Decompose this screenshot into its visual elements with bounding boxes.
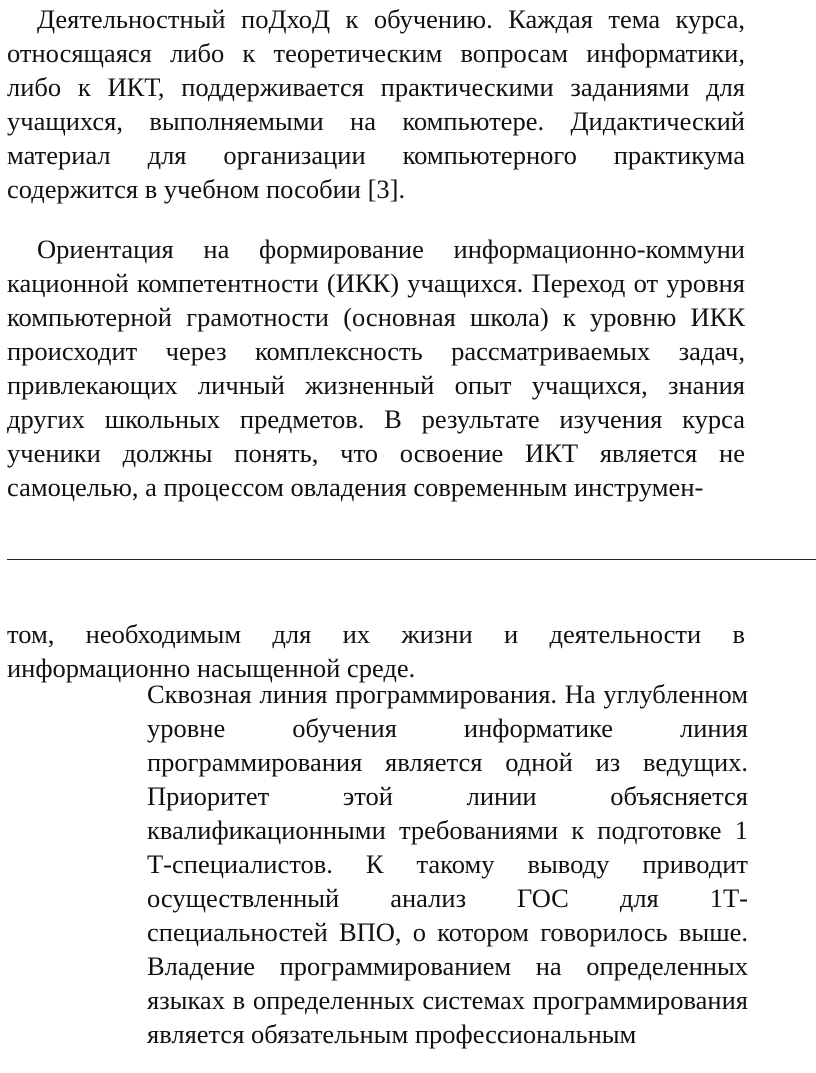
page-break-divider bbox=[7, 559, 816, 560]
paragraph-programming-line: Сквозная линия программирования. На углубленном уровне обучения информатике линия программирования является одной из ведущих. Приоритет этой линии объясняется квалификационными требованиями к подготовке 1 Т-специалистов. К такому выводу приводит осуществленный анализ ГОС для 1Т-специальностей ВПО, о котором говорилось выше. Владение программированием на определенных языках в определенных системах программирования является обязательным профессиональным bbox=[147, 679, 748, 1049]
paragraph-activity-approach: Деятельностный поДхоД к обучению. Каждая тема курса, относящаяся либо к теоретическим вопросам информатики, либо к ИКТ, поддерживается практическими заданиями для учащихся, выполняемыми на компьютере. Дидактический материал для организации компьютерного практикума содержится в учебном пособии [3]. bbox=[7, 4, 745, 204]
paragraph-continuation: том, необходимым для их жизни и деятельности в информационно насыщенной среде. bbox=[7, 619, 745, 683]
paragraph-ikk-orientation: Ориентация на формирование информационно-коммуни кационной компетентности (ИКК) учащихся. Переход от уровня компьютерной грамотности (основная школа) к уровню ИКК происходит через комплексность рассматриваемых задач, привлекающих личный жизненный опыт учащихся, знания других школьных предметов. В результате изучения курса ученики должны понять, что освоение ИКТ является не самоцелью, а процессом овладения современным инструмен- bbox=[7, 234, 745, 502]
